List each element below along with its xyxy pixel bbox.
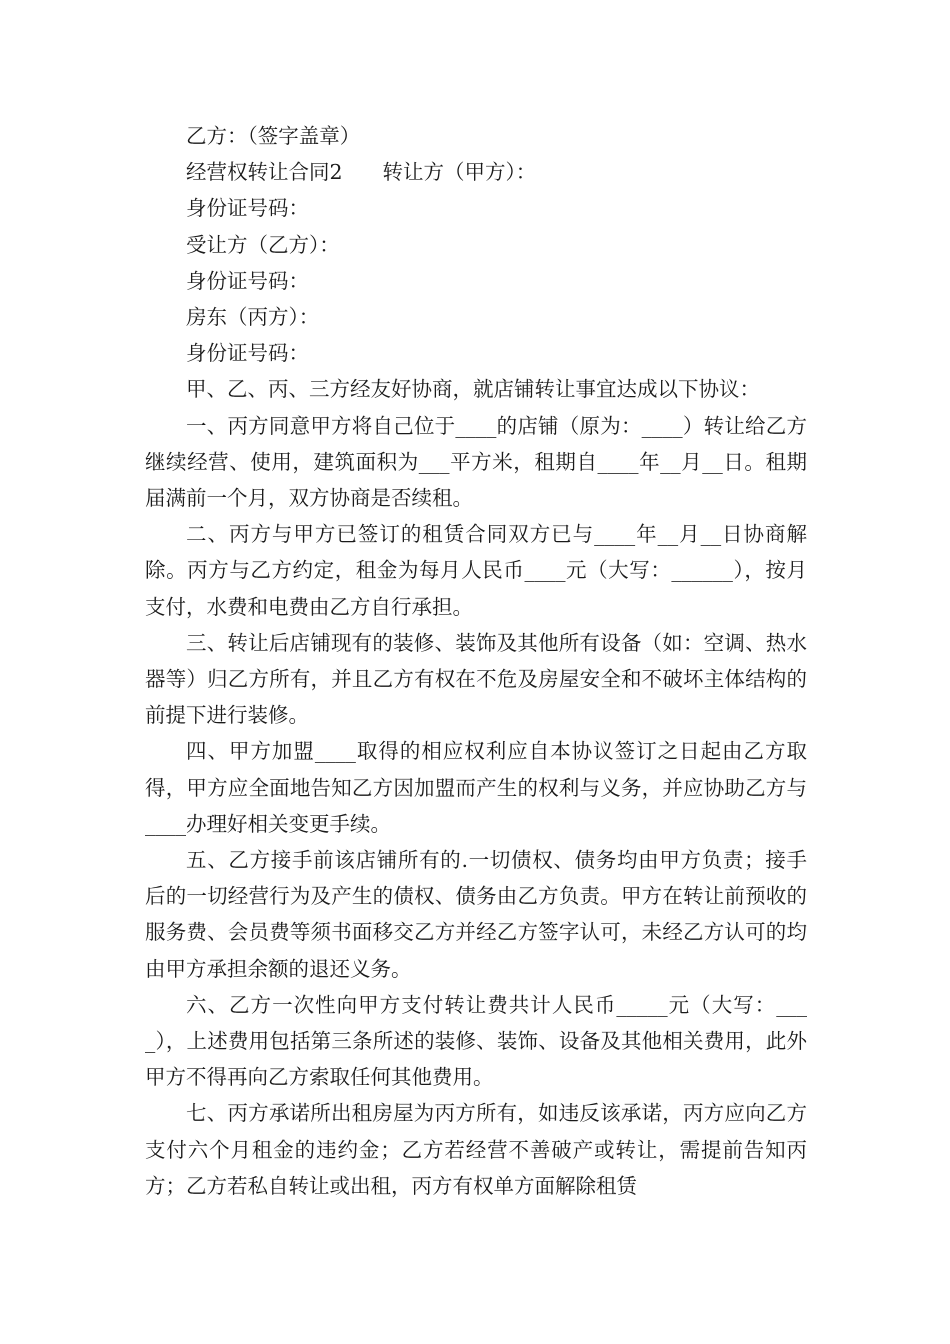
transferor-id-line: 身份证号码： [186, 196, 309, 221]
document-title: 经营权转让合同2 [186, 160, 343, 185]
transferee-id-line: 身份证号码： [186, 268, 309, 293]
document-page [145, 118, 807, 1204]
paragraph-clause-3: 三、转让后店铺现有的装修、装饰及其他所有设备（如：空调、热水器等）归乙方所有，并且乙方有权在不危及房屋安全和不破坏主体结构的前提下进行装修。 [145, 630, 807, 728]
paragraph-clause-5: 五、乙方接手前该店铺所有的.一切债权、债务均由甲方负责；接手后的一切经营行为及产生的债权、债务由乙方负责。甲方在转让前预收的服务费、会员费等须书面移交乙方并经乙方签字认可，未经乙方认可的均由甲方承担余额的退还义务。 [145, 848, 807, 981]
transferor-label: 转让方（甲方）： [382, 160, 537, 185]
paragraph-preamble: 甲、乙、丙、三方经友好协商，就店铺转让事宜达成以下协议： [186, 377, 760, 402]
paragraph-clause-4: 四、甲方加盟____取得的相应权利应自本协议签订之日起由乙方取得，甲方应全面地告知乙方因加盟而产生的权利与义务，并应协助乙方与____办理好相关变更手续。 [145, 739, 807, 836]
paragraph-clause-2: 二、丙方与甲方已签订的租赁合同双方已与____年__月__日协商解除。丙方与乙方约定，租金为每月人民币____元（大写：______），按月支付，水费和电费由乙方自行承担。 [145, 522, 807, 619]
paragraph-clause-6: 六、乙方一次性向甲方支付转让费共计人民币_____元（大写：____），上述费用包括第三条所述的装修、装饰、设备及其他相关费用，此外甲方不得再向乙方索取任何其他费用。 [145, 992, 807, 1090]
landlord-line: 房东（丙方）： [186, 305, 320, 330]
landlord-id-line: 身份证号码： [186, 341, 309, 366]
paragraph-clause-1: 一、丙方同意甲方将自己位于____的店铺（原为：____）转让给乙方继续经营、使用，建筑面积为___平方米，租期自____年__月__日。租期届满前一个月，双方协商是否续租。 [145, 413, 807, 511]
title-line [145, 154, 807, 190]
party-b-signature-line: 乙方：（签字盖章） [186, 124, 361, 148]
transferee-line: 受让方（乙方）： [186, 232, 340, 257]
paragraph-clause-7: 七、丙方承诺所出租房屋为丙方所有，如违反该承诺，丙方应向乙方支付六个月租金的违约金；乙方若经营不善破产或转让，需提前告知丙方；乙方若私自转让或出租，丙方有权单方面解除租赁 [145, 1101, 807, 1198]
